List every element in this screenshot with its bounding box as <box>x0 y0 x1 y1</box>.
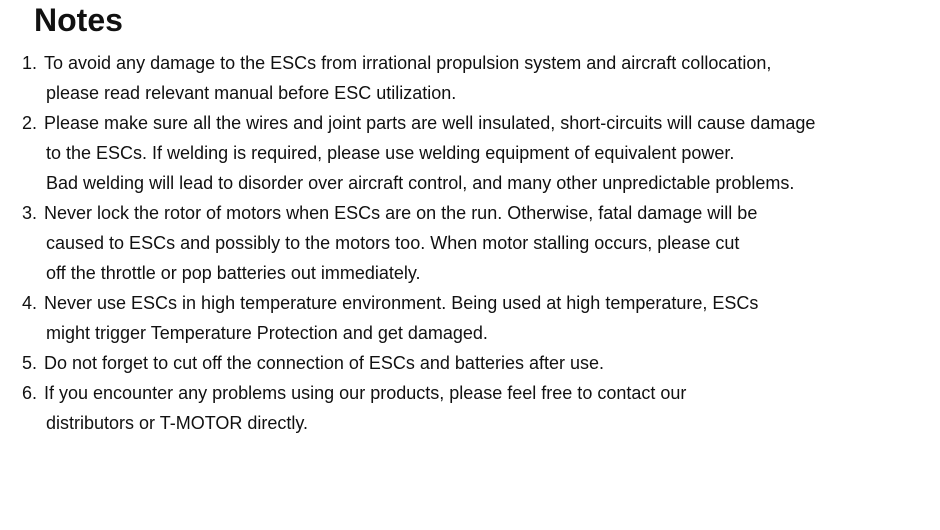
note-line: Do not forget to cut off the connection of ESCs and batteries after use. <box>44 353 605 373</box>
note-number: 3. <box>22 203 38 223</box>
note-text <box>44 198 757 288</box>
note-number: 1. <box>22 53 38 73</box>
note-text <box>44 378 686 438</box>
note-text <box>44 108 815 198</box>
note-item <box>22 288 922 348</box>
note-number: 6. <box>22 383 38 403</box>
note-line: might trigger Temperature Protection and get damaged. <box>46 323 488 343</box>
note-number: 2. <box>22 113 38 133</box>
page-title: Notes <box>34 2 123 38</box>
note-line: If you encounter any problems using our products, please feel free to contact our <box>44 383 687 403</box>
note-item <box>22 108 922 198</box>
note-text <box>44 288 758 348</box>
note-line: off the throttle or pop batteries out immediately. <box>46 263 421 283</box>
note-number: 4. <box>22 293 38 313</box>
note-line: To avoid any damage to the ESCs from irrational propulsion system and aircraft collocation, <box>44 53 772 73</box>
note-line: Bad welding will lead to disorder over aircraft control, and many other unpredictable problems. <box>46 173 795 193</box>
note-line: Never use ESCs in high temperature environment. Being used at high temperature, ESCs <box>44 293 759 313</box>
note-line: caused to ESCs and possibly to the motors too. When motor stalling occurs, please cut <box>46 233 740 253</box>
note-item <box>22 48 922 108</box>
note-line: Never lock the rotor of motors when ESCs are on the run. Otherwise, fatal damage will be <box>44 203 758 223</box>
note-item <box>22 378 922 438</box>
notes-list <box>22 48 922 438</box>
note-item <box>22 348 922 378</box>
note-line: Please make sure all the wires and joint parts are well insulated, short-circuits will cause damage <box>44 113 816 133</box>
note-item <box>22 198 922 288</box>
note-line: please read relevant manual before ESC utilization. <box>46 83 457 103</box>
note-text <box>44 348 604 378</box>
note-text <box>44 48 771 108</box>
note-line: to the ESCs. If welding is required, please use welding equipment of equivalent power. <box>46 143 735 163</box>
note-line: distributors or T-MOTOR directly. <box>46 413 309 433</box>
note-number: 5. <box>22 353 38 373</box>
